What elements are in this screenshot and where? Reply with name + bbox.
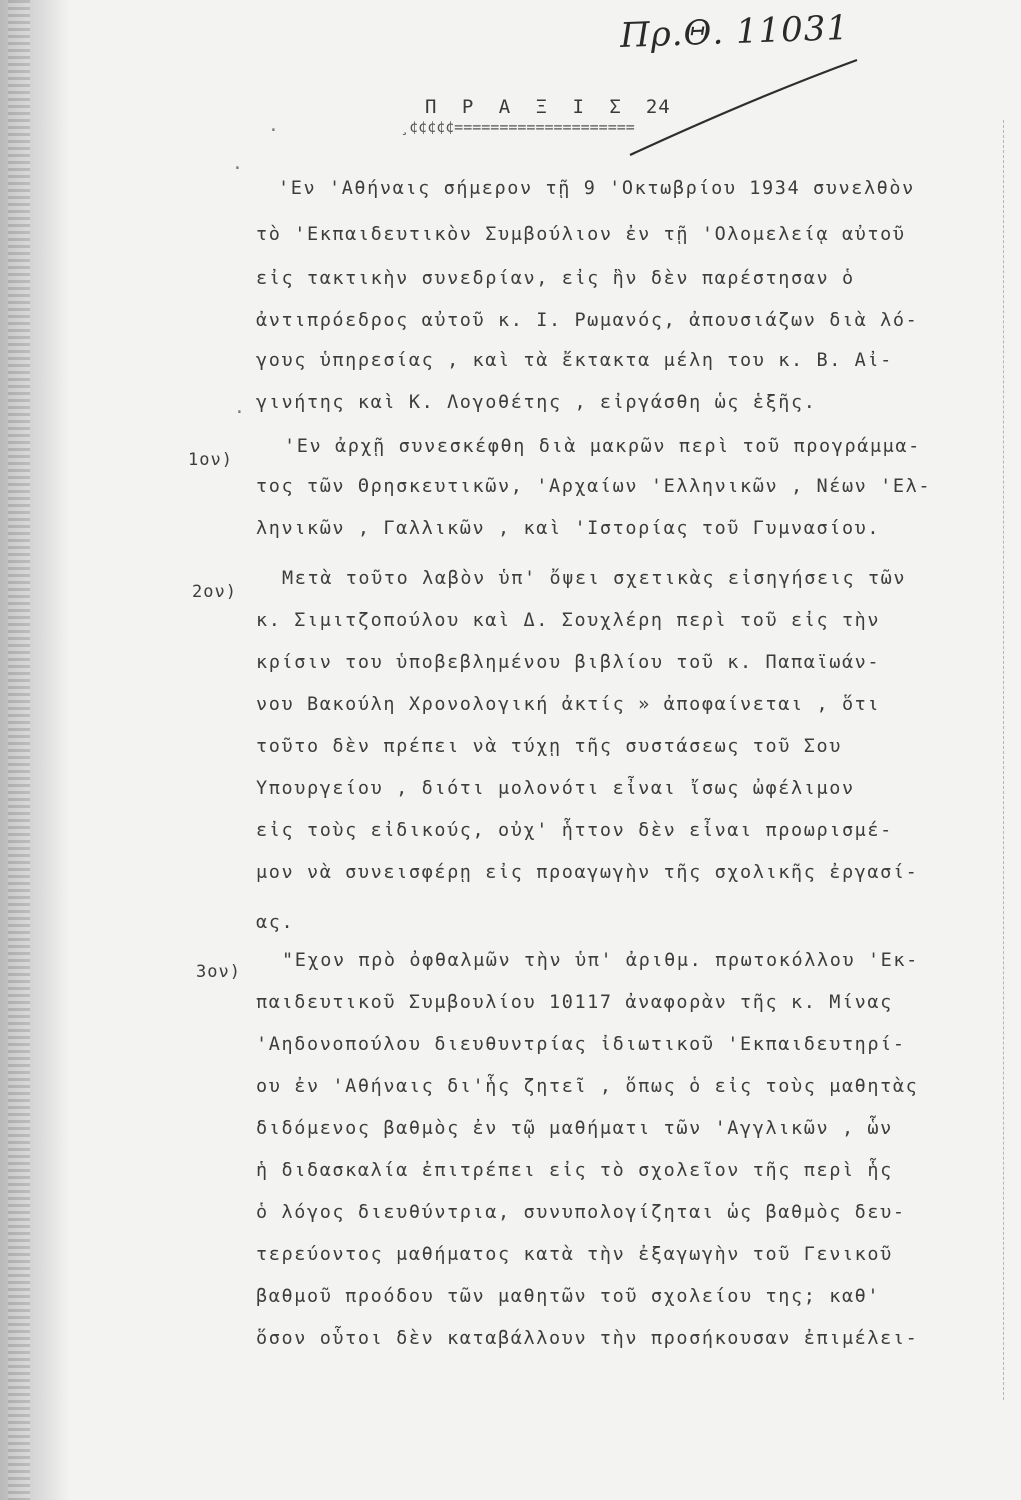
item-line: τος τῶν Θρησκευτικῶν, 'Αρχαίων 'Ελληνικῶν , Νέων 'Ελ- xyxy=(256,476,932,497)
item-line: κρίσιν του ὑποβεβλημένου βιβλίου τοῦ κ. Παπαϊωάν- xyxy=(256,652,881,673)
item-line: διδόμενος βαθμὸς ἐν τῷ μαθήματι τῶν 'Αγγλικῶν , ὧν xyxy=(256,1118,893,1139)
item-line: τερεύοντος μαθήματος κατὰ τὴν ἐξαγωγὴν τοῦ Γενικοῦ xyxy=(256,1244,893,1265)
item-line: Υπουργείου , διότι μολονότι εἶναι ἴσως ὠφέλιμον xyxy=(256,778,855,799)
intro-line: γινήτης καὶ Κ. Λογοθέτης , εἰργάσθη ὡς ἑξῆς. xyxy=(256,392,817,413)
item-line: ου ἐν 'Αθήναις δι'ἧς ζητεῖ , ὅπως ὁ εἰς τοὺς μαθητὰς xyxy=(256,1076,919,1097)
intro-line: γους ὑπηρεσίας , καὶ τὰ ἔκτακτα μέλη του κ. Β. Αἰ- xyxy=(256,350,893,371)
intro-line: εἰς τακτικὴν συνεδρίαν, εἰς ἣν δὲν παρέστησαν ὁ xyxy=(256,268,855,289)
scan-page-edge xyxy=(0,0,70,1500)
item-line: νου Βακούλη Χρονολογική ἀκτίς » ἀποφαίνεται , ὅτι xyxy=(256,694,881,715)
item-line: ἡ διδασκαλία ἐπιτρέπει εἰς τὸ σχολεῖον τῆς περὶ ἧς xyxy=(256,1160,893,1181)
item-line: ὅσον οὗτοι δὲν καταβάλλουν τὴν προσήκουσαν ἐπιμέλει- xyxy=(256,1328,919,1349)
item-number: 1ον) xyxy=(188,450,233,470)
title-text: Π Ρ Α Ξ Ι Σ xyxy=(425,96,628,118)
item-line: ληνικῶν , Γαλλικῶν , καὶ 'Ιστορίας τοῦ Γυμνασίου. xyxy=(256,518,881,539)
intro-line: ἀντιπρόεδρος αὐτοῦ κ. Ι. Ρωμανός, ἀπουσιάζων διὰ λό- xyxy=(256,310,919,331)
item-line: ὁ λόγος διευθύντρια, συνυπολογίζηται ὡς βαθμὸς δευ- xyxy=(256,1202,906,1223)
item-number: 2ον) xyxy=(192,582,237,602)
document-title xyxy=(425,96,671,118)
item-line: κ. Σιμιτζοπούλου καὶ Δ. Σουχλέρη περὶ τοῦ εἰς τὴν xyxy=(256,610,881,631)
item-line: μον νὰ συνεισφέρῃ εἰς προαγωγὴν τῆς σχολικῆς ἐργασί- xyxy=(256,862,919,883)
item-line: Μετὰ τοῦτο λαβὸν ὑπ' ὄψει σχετικὰς εἰσηγήσεις τῶν xyxy=(282,568,907,589)
item-line: 'Αηδονοπούλου διευθυντρίας ἰδιωτικοῦ 'Εκπαιδευτηρί- xyxy=(256,1034,906,1055)
margin-tick-mark: · xyxy=(268,120,279,141)
handwritten-reference: Πρ.Θ. 11031 xyxy=(619,8,850,56)
item-line: βαθμοῦ προόδου τῶν μαθητῶν τοῦ σχολείου της; καθ' xyxy=(256,1286,881,1307)
item-line: παιδευτικοῦ Συμβουλίου 10117 ἀναφορὰν τῆς κ. Μίνας xyxy=(256,992,893,1013)
intro-line: 'Εν 'Αθήναις σήμερον τῇ 9 'Οκτωβρίου 1934 συνελθὸν xyxy=(278,178,915,199)
item-number: 3ον) xyxy=(196,962,241,982)
act-number: 24 xyxy=(645,96,671,118)
item-line: ας. xyxy=(256,912,295,933)
item-line: 'Εν ἀρχῇ συνεσκέφθη διὰ μακρῶν περὶ τοῦ προγράμμα- xyxy=(284,436,921,457)
title-underline: ¸¢¢¢¢¢==================== xyxy=(400,118,635,136)
margin-tick-mark: · xyxy=(234,402,245,423)
item-line: τοῦτο δὲν πρέπει νὰ τύχῃ τῆς συστάσεως τοῦ Σου xyxy=(256,736,842,757)
item-line: "Εχον πρὸ ὀφθαλμῶν τὴν ὑπ' ἀριθμ. πρωτοκόλλου 'Εκ- xyxy=(282,950,919,971)
item-line: εἰς τοὺς εἰδικούς, οὐχ' ἧττον δὲν εἶναι προωρισμέ- xyxy=(256,820,893,841)
margin-tick-mark: · xyxy=(232,158,243,179)
right-margin-rule xyxy=(1003,120,1004,1400)
intro-line: τὸ 'Εκπαιδευτικὸν Συμβούλιον ἐν τῇ 'Ολομελείᾳ αὐτοῦ xyxy=(256,224,906,245)
